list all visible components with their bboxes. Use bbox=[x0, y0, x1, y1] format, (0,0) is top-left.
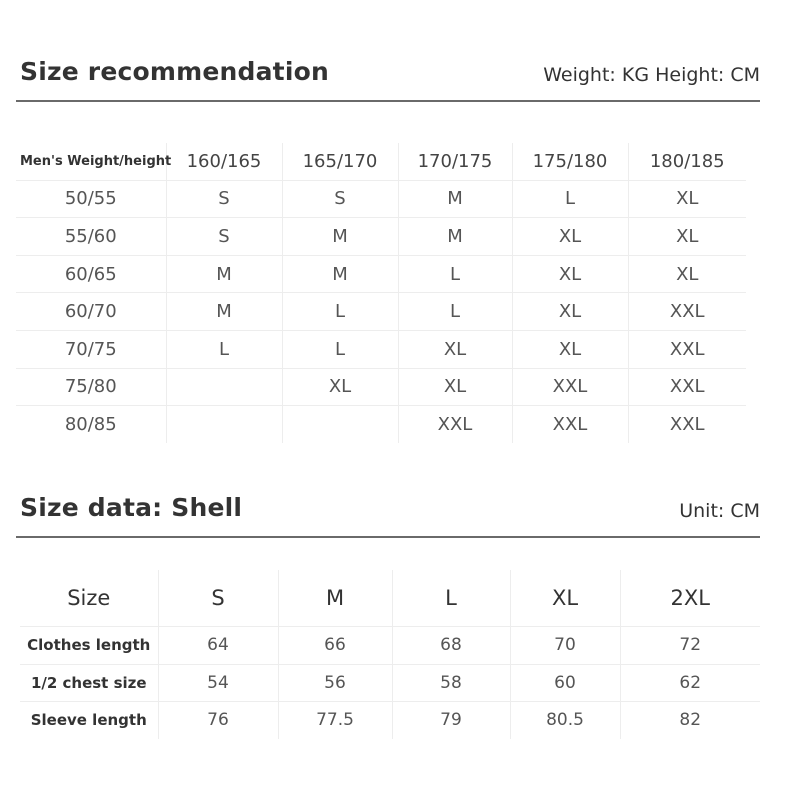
table-row bbox=[20, 627, 760, 665]
size-column-header: XL bbox=[510, 570, 620, 627]
table-row bbox=[16, 180, 746, 218]
size-cell: XL bbox=[398, 330, 512, 368]
size-cell: M bbox=[166, 255, 282, 293]
size-cell: XL bbox=[628, 255, 746, 293]
table-row bbox=[16, 255, 746, 293]
size-cell bbox=[282, 406, 398, 443]
table-row bbox=[20, 664, 760, 702]
size-cell: XL bbox=[628, 218, 746, 256]
size-cell: M bbox=[166, 293, 282, 331]
measurement-cell: 77.5 bbox=[278, 702, 392, 739]
size-cell: L bbox=[512, 180, 628, 218]
size-cell: XL bbox=[512, 293, 628, 331]
height-column-header: 175/180 bbox=[512, 143, 628, 180]
table-row bbox=[16, 293, 746, 331]
size-cell: S bbox=[282, 180, 398, 218]
table-row bbox=[16, 330, 746, 368]
corner-label: Men's Weight/height bbox=[20, 153, 172, 169]
size-cell: XXL bbox=[512, 368, 628, 406]
measurement-cell: 68 bbox=[392, 627, 510, 665]
weight-label: 50/55 bbox=[16, 180, 166, 218]
size-cell: XL bbox=[512, 218, 628, 256]
size-cell: S bbox=[166, 180, 282, 218]
table-row bbox=[20, 702, 760, 739]
size-cell: XXL bbox=[628, 406, 746, 443]
size-cell bbox=[166, 406, 282, 443]
size-cell: XXL bbox=[398, 406, 512, 443]
size-cell: XXL bbox=[628, 293, 746, 331]
size-cell: XL bbox=[512, 330, 628, 368]
table-row bbox=[16, 218, 746, 256]
size-cell: M bbox=[282, 255, 398, 293]
size-data-unit-note: Unit: CM bbox=[679, 500, 760, 522]
table-header-row bbox=[20, 570, 760, 627]
height-column-header: 160/165 bbox=[166, 143, 282, 180]
measurement-cell: 56 bbox=[278, 664, 392, 702]
size-cell: XXL bbox=[512, 406, 628, 443]
measurement-label: Clothes length bbox=[20, 627, 158, 665]
size-cell: M bbox=[282, 218, 398, 256]
size-header-label: Size bbox=[67, 586, 111, 610]
size-cell: M bbox=[398, 218, 512, 256]
weight-label: 80/85 bbox=[16, 406, 166, 443]
size-cell: XL bbox=[282, 368, 398, 406]
measurement-cell: 72 bbox=[620, 627, 760, 665]
measurement-label: Sleeve length bbox=[20, 702, 158, 739]
size-cell: L bbox=[282, 330, 398, 368]
height-column-header: 170/175 bbox=[398, 143, 512, 180]
size-data-header bbox=[16, 480, 760, 538]
size-recommendation-header bbox=[16, 40, 760, 102]
size-cell: XXL bbox=[628, 330, 746, 368]
measurement-cell: 80.5 bbox=[510, 702, 620, 739]
measurement-cell: 66 bbox=[278, 627, 392, 665]
size-cell bbox=[166, 368, 282, 406]
measurement-cell: 60 bbox=[510, 664, 620, 702]
size-cell: S bbox=[166, 218, 282, 256]
size-cell: XL bbox=[512, 255, 628, 293]
weight-label: 70/75 bbox=[16, 330, 166, 368]
size-column-header: S bbox=[158, 570, 278, 627]
size-cell: XXL bbox=[628, 368, 746, 406]
size-cell: M bbox=[398, 180, 512, 218]
size-cell: XL bbox=[398, 368, 512, 406]
measurement-cell: 82 bbox=[620, 702, 760, 739]
size-recommendation-title: Size recommendation bbox=[20, 57, 329, 86]
measurement-cell: 64 bbox=[158, 627, 278, 665]
table-header-row bbox=[16, 143, 746, 180]
weight-label: 60/70 bbox=[16, 293, 166, 331]
measurement-cell: 58 bbox=[392, 664, 510, 702]
size-column-header: L bbox=[392, 570, 510, 627]
size-recommendation-table bbox=[16, 143, 746, 443]
size-cell: L bbox=[398, 255, 512, 293]
size-column-header: M bbox=[278, 570, 392, 627]
measurement-cell: 54 bbox=[158, 664, 278, 702]
weight-label: 75/80 bbox=[16, 368, 166, 406]
size-data-table bbox=[20, 570, 760, 739]
measurement-cell: 76 bbox=[158, 702, 278, 739]
size-cell: XL bbox=[628, 180, 746, 218]
size-column-header: 2XL bbox=[620, 570, 760, 627]
table-row bbox=[16, 368, 746, 406]
weight-height-unit-note: Weight: KG Height: CM bbox=[543, 64, 760, 86]
table-row bbox=[16, 406, 746, 443]
size-cell: L bbox=[398, 293, 512, 331]
size-data-title: Size data: Shell bbox=[20, 493, 243, 522]
size-cell: L bbox=[282, 293, 398, 331]
weight-label: 60/65 bbox=[16, 255, 166, 293]
height-column-header: 180/185 bbox=[628, 143, 746, 180]
height-column-header: 165/170 bbox=[282, 143, 398, 180]
weight-label: 55/60 bbox=[16, 218, 166, 256]
measurement-cell: 70 bbox=[510, 627, 620, 665]
size-cell: L bbox=[166, 330, 282, 368]
measurement-label: 1/2 chest size bbox=[20, 664, 158, 702]
measurement-cell: 79 bbox=[392, 702, 510, 739]
measurement-cell: 62 bbox=[620, 664, 760, 702]
